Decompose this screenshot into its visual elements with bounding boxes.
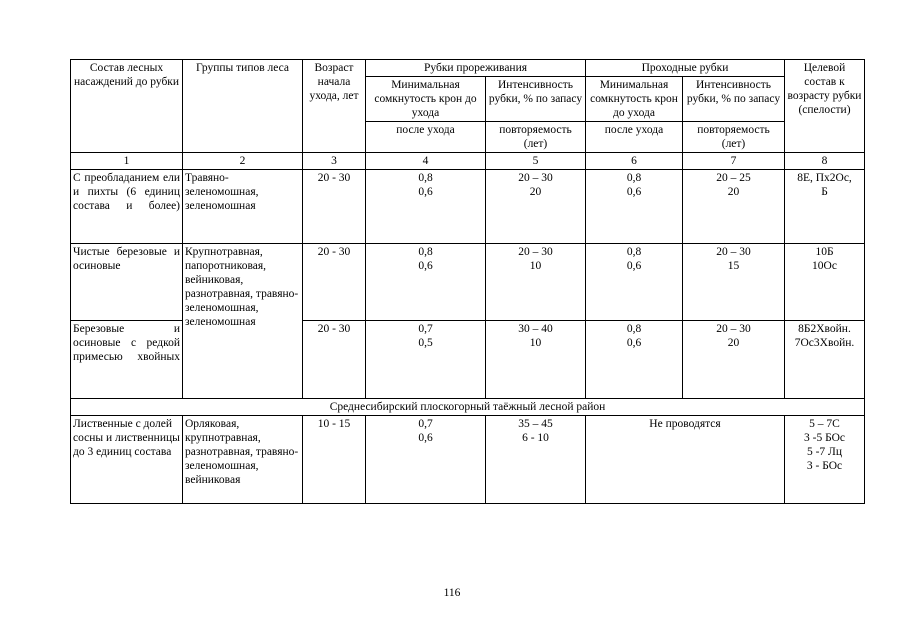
intensity-passing-cell: 20 – 30 20: [683, 321, 785, 399]
density-passing-cell: 0,8 0,6: [586, 321, 683, 399]
start-age-cell: 20 - 30: [303, 321, 366, 399]
density-thinning-cell: 0,7 0,5: [366, 321, 486, 399]
intensity-thinning-cell: 30 – 40 10: [486, 321, 586, 399]
header-thinning: Рубки прореживания: [366, 60, 586, 77]
header-intensity-passing: Интенсивность рубки, % по запасу: [683, 77, 785, 122]
column-number-row: [71, 153, 865, 170]
start-age-cell: 20 - 30: [303, 244, 366, 321]
header-intensity-thinning: Интенсивность рубки, % по запасу: [486, 77, 586, 122]
target-composition-cell: 8Е, Пх2Ос, Б: [785, 170, 865, 244]
density-passing-cell: 0,8 0,6: [586, 244, 683, 321]
composition-cell: Березовые и осиновые с редкой примесью хвойных: [71, 321, 183, 399]
table-row: [71, 244, 865, 321]
density-thinning-cell: 0,8 0,6: [366, 170, 486, 244]
intensity-passing-cell: 20 – 25 20: [683, 170, 785, 244]
header-passing-cuts: Проходные рубки: [586, 60, 785, 77]
target-composition-cell: 5 – 7С 3 -5 БОс 5 -7 Лц 3 - БОс: [785, 416, 865, 504]
column-number: 8: [785, 153, 865, 170]
header-after-care-thinning: после ухода: [366, 122, 486, 153]
intensity-thinning-cell: 35 – 45 6 - 10: [486, 416, 586, 504]
start-age-cell: 10 - 15: [303, 416, 366, 504]
intensity-thinning-cell: 20 – 30 20: [486, 170, 586, 244]
density-thinning-cell: 0,7 0,6: [366, 416, 486, 504]
header-composition: Состав лесных насаждений до рубки: [71, 60, 183, 153]
column-number: 5: [486, 153, 586, 170]
header-row-1: [71, 60, 865, 77]
start-age-cell: 20 - 30: [303, 170, 366, 244]
target-composition-cell: 8Б2Хвойн. 7Ос3Хвойн.: [785, 321, 865, 399]
page-number: 116: [443, 587, 461, 599]
header-forest-type-groups: Группы типов леса: [183, 60, 303, 153]
column-number: 7: [683, 153, 785, 170]
column-number: 6: [586, 153, 683, 170]
region-row: [71, 399, 865, 416]
header-target-composition: Целевой состав к возрасту рубки (спелости): [785, 60, 865, 153]
composition-cell: Лиственные с долей сосны и лиственницы до 3 единиц состава: [71, 416, 183, 504]
passing-cuts-cell: Не проводятся: [586, 416, 785, 504]
header-repeat-thinning: повторяемость (лет): [486, 122, 586, 153]
forest-care-table: [70, 59, 865, 504]
header-min-density-passing: Минимальная сомкнутость крон до ухода: [586, 77, 683, 122]
header-start-age: Возраст начала ухода, лет: [303, 60, 366, 153]
region-title: Среднесибирский плоскогорный таёжный лесной район: [71, 399, 865, 416]
composition-cell: Чистые березовые и осиновые: [71, 244, 183, 321]
header-repeat-passing: повторяемость (лет): [683, 122, 785, 153]
column-number: 2: [183, 153, 303, 170]
density-thinning-cell: 0,8 0,6: [366, 244, 486, 321]
forest-type-cell: Крупнотравная, папоротниковая, вейниковая, разнотравная, травяно-зеленомошная, зеленомошная: [183, 244, 303, 399]
intensity-thinning-cell: 20 – 30 10: [486, 244, 586, 321]
column-number: 4: [366, 153, 486, 170]
table-row: [71, 170, 865, 244]
intensity-passing-cell: 20 – 30 15: [683, 244, 785, 321]
composition-cell: С преобладанием ели и пихты (6 единиц состава и более): [71, 170, 183, 244]
target-composition-cell: 10Б 10Ос: [785, 244, 865, 321]
forest-type-cell: Травяно-зеленомошная, зеленомошная: [183, 170, 303, 244]
header-after-care-passing: после ухода: [586, 122, 683, 153]
column-number: 3: [303, 153, 366, 170]
column-number: 1: [71, 153, 183, 170]
density-passing-cell: 0,8 0,6: [586, 170, 683, 244]
header-min-density-thinning: Минимальная сомкнутость крон до ухода: [366, 77, 486, 122]
table-row: [71, 416, 865, 504]
forest-type-cell: Орляковая, крупнотравная, разнотравная, травяно-зеленомошная, вейниковая: [183, 416, 303, 504]
